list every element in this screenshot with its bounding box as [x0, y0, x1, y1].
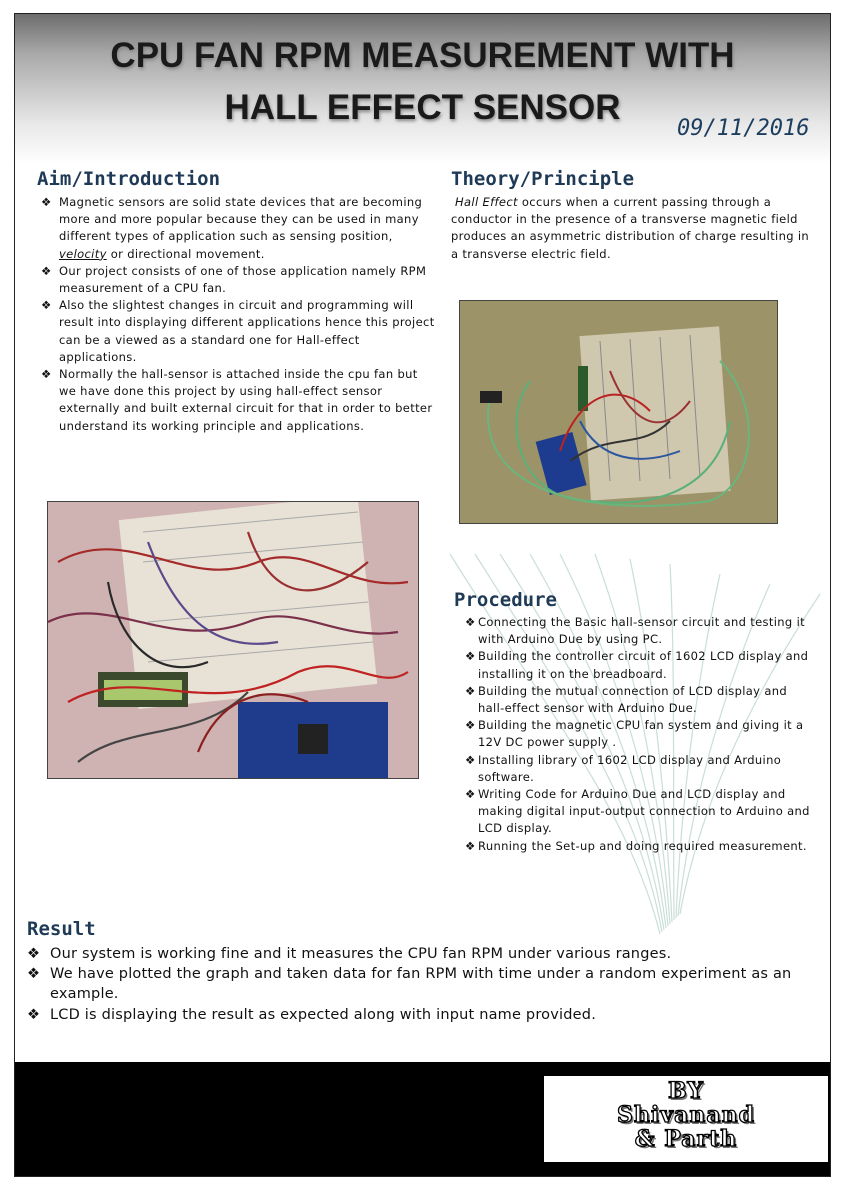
- circuit-photo-overview: [459, 300, 778, 524]
- velocity-term: velocity: [59, 246, 107, 261]
- bullet-icon: ❖: [41, 367, 52, 382]
- procedure-step: ❖ Building the mutual connection of LCD display and hall-effect sensor with Arduino Due.: [465, 683, 788, 716]
- bullet-icon: ❖: [41, 263, 52, 278]
- hall-effect-term: Hall Effect: [455, 195, 518, 209]
- poster-date: 09/11/2016: [677, 116, 810, 141]
- bullet-icon: ❖: [465, 649, 476, 664]
- bullet-icon: ❖: [27, 1006, 41, 1023]
- result-item: ❖ LCD is displaying the result as expected along with input name provided.: [25, 1005, 805, 1025]
- bullet-icon: ❖: [465, 752, 476, 767]
- bullet-icon: ❖: [41, 195, 52, 209]
- procedure-heading: Procedure: [454, 589, 557, 611]
- procedure-step: ❖ Building the controller circuit of 1602 LCD display and installing it on the breadboard.: [465, 649, 809, 681]
- theory-heading: Theory/Principle: [451, 168, 635, 190]
- bullet-icon: ❖: [465, 718, 476, 733]
- author-logo: [544, 1076, 828, 1162]
- procedure-step: ❖ Writing Code for Arduino Due and LCD display and making digital input-output connection to Arduino and LCD display.: [465, 787, 810, 836]
- aim-item: ❖ Also the slightest changes in circuit and programming will result into displaying different applications hence this project can be a viewed as a standard one for Hall-effect applications.: [41, 298, 435, 364]
- poster-frame: [14, 13, 831, 1177]
- result-item: ❖ Our system is working fine and it measures the CPU fan RPM under various ranges.: [25, 944, 805, 964]
- procedure-step: ❖ Connecting the Basic hall-sensor circuit and testing it with Arduino Due by using PC.: [465, 615, 805, 647]
- title-line-1: CPU FAN RPM MEASUREMENT WITH: [110, 36, 735, 75]
- bullet-icon: ❖: [465, 787, 476, 802]
- aim-list: [37, 194, 437, 435]
- aim-item: ❖ Our project consists of one of those application namely RPM measurement of a CPU fan.: [41, 263, 427, 296]
- title-line-2: HALL EFFECT SENSOR: [224, 88, 621, 127]
- bullet-icon: ❖: [41, 298, 52, 313]
- aim-item: ❖ Magnetic sensors are solid state devices that are becoming more and more popular because they can be used in many different types of application such as sensing position, velocity or directional movement.: [41, 195, 423, 261]
- aim-heading: Aim/Introduction: [37, 168, 221, 190]
- author-logo-text: BY Shivanand & Parth: [617, 1078, 755, 1152]
- bullet-icon: ❖: [27, 966, 41, 983]
- bullet-icon: ❖: [465, 615, 476, 629]
- bullet-icon: ❖: [465, 838, 476, 853]
- bullet-icon: ❖: [465, 683, 476, 698]
- aim-item: ❖ Normally the hall-sensor is attached inside the cpu fan but we have done this project by using hall-effect sensor externally and built external circuit for that in order to better understand its working principle and applications.: [41, 367, 433, 433]
- bullet-icon: ❖: [27, 946, 41, 962]
- result-list: [25, 944, 805, 1025]
- procedure-step: ❖ Building the magnetic CPU fan system and giving it a 12V DC power supply .: [465, 718, 804, 750]
- result-item: ❖ We have plotted the graph and taken data for fan RPM with time under a random experiment as an example.: [27, 966, 792, 1003]
- procedure-list: [465, 614, 810, 855]
- result-heading: Result: [27, 918, 96, 940]
- theory-text: Hall Effect occurs when a current passing through a conductor in the presence of a transverse magnetic field produces an asymmetric distribution of charge resulting in a transverse electric field.: [451, 195, 810, 261]
- circuit-photo-closeup: [47, 501, 419, 779]
- procedure-step: ❖ Running the Set-up and doing required measurement.: [465, 838, 810, 855]
- procedure-step: ❖ Installing library of 1602 LCD display and Arduino software.: [465, 752, 782, 784]
